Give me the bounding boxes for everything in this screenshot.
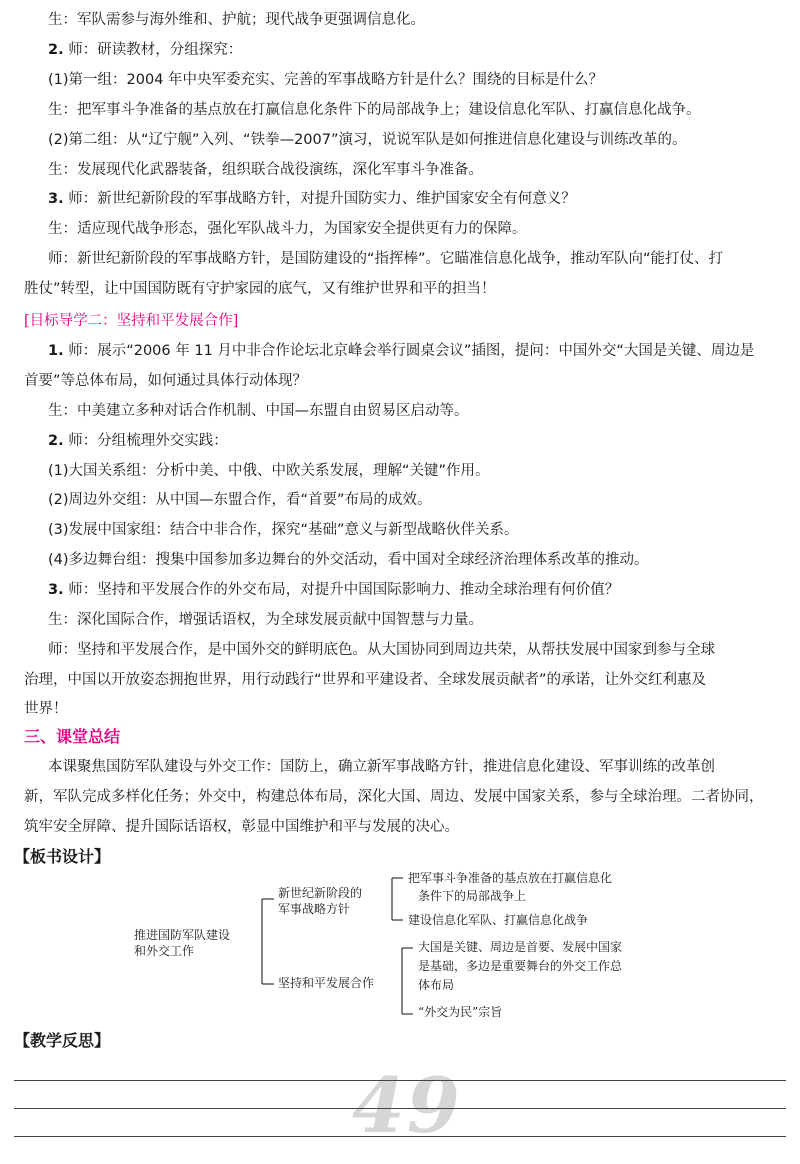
group-task: (2)第二组：从“辽宁舰”入列、“铁拳—2007”演习，说说军队是如何推进信息化建设与训练改革的。 (48, 132, 687, 148)
branch2-item1-line1: 大国是关键、周边是首要、发展中国家 (418, 940, 623, 954)
step-text: 师：新世纪新阶段的军事战略方针，对提升国防实力、维护国家安全有何意义？ (63, 191, 576, 207)
writing-line (14, 1080, 786, 1081)
step-text: 师：分组梳理外交实践： (63, 433, 228, 449)
reflection-heading: 【教学反思】 (14, 1031, 111, 1050)
root-node-line1: 推进国防军队建设 (134, 928, 231, 942)
goal-heading: [目标导学二：坚持和平发展合作] (24, 313, 239, 329)
teacher-step (48, 580, 780, 600)
teacher-step (48, 189, 780, 209)
branch1-item1-line1: 把军事斗争准备的基点放在打赢信息化 (408, 871, 613, 885)
teacher-summary-cont: 胜仗”转型，让中国国防既有守护家园的底气，又有维护世界和平的担当！ (24, 281, 496, 297)
group-task: (3)发展中国家组：结合中非合作，探究“基础”意义与新型战略伙伴关系。 (48, 522, 519, 538)
teacher-summary-cont: 世界！ (24, 701, 68, 717)
writing-line (14, 1108, 786, 1109)
student-answer: 生：中美建立多种对话合作机制、中国—东盟自由贸易区启动等。 (48, 403, 469, 419)
student-answer: 生：深化国际合作，增强话语权，为全球发展贡献中国智慧与力量。 (48, 612, 483, 628)
summary-paragraph-cont: 筑牢安全屏障、提升国际话语权，彰显中国维护和平与发展的决心。 (24, 819, 459, 835)
group-task: (2)周边外交组：从中国—东盟合作，看“首要”布局的成效。 (48, 492, 432, 508)
branch1-item2: 建设信息化军队、打赢信息化战争 (408, 913, 589, 927)
teacher-step (48, 40, 780, 60)
teacher-summary-cont: 治理，中国以开放姿态拥抱世界，用行动践行“世界和平建设者、全球发展贡献者”的承诺，让外交红利惠及 (24, 672, 707, 688)
teacher-step-cont: 首要”等总体布局，如何通过具体行动体现？ (24, 373, 308, 389)
group-task: (1)第一组：2004 年中央军委充实、完善的军事战略方针是什么？围绕的目标是什么？ (48, 72, 604, 88)
group-task: (4)多边舞台组：搜集中国参加多边舞台的外交活动，看中国对全球经济治理体系改革的推动。 (48, 552, 649, 568)
step-number: 3. (48, 582, 64, 598)
step-number: 2. (48, 433, 64, 449)
step-text: 师：坚持和平发展合作的外交布局，对提升中国国际影响力、推动全球治理有何价值？ (63, 582, 620, 598)
branch1-label-line1: 新世纪新阶段的 (278, 886, 363, 900)
branch2-item1-line3: 体布局 (418, 978, 455, 992)
branch2-label: 坚持和平发展合作 (278, 976, 375, 990)
teacher-summary: 师：坚持和平发展合作，是中国外交的鲜明底色。从大国协同到周边共荣，从帮扶发展中国家到参与全球 (48, 642, 715, 658)
teacher-step (48, 341, 780, 361)
branch1-label-line2: 军事战略方针 (278, 902, 351, 916)
step-text: 师：展示“2006 年 11 月中非合作论坛北京峰会举行圆桌会议”插图，提问：中国外交“大国是关键、周边是 (63, 343, 755, 359)
writing-line (14, 1136, 786, 1137)
teacher-summary: 师：新世纪新阶段的军事战略方针，是国防建设的“指挥棒”。它瞄准信息化战争，推动军队向“能打仗、打 (48, 251, 724, 267)
section-heading: 三、课堂总结 (24, 727, 121, 746)
group-task: (1)大国关系组：分析中美、中俄、中欧关系发展，理解“关键”作用。 (48, 463, 490, 479)
summary-paragraph: 本课聚焦国防军队建设与外交工作：国防上，确立新军事战略方针，推进信息化建设、军事训练的改革创 (48, 759, 715, 775)
bracket-lines (0, 860, 800, 1030)
page-number: 49 (352, 1061, 462, 1150)
student-answer: 生：把军事斗争准备的基点放在打赢信息化条件下的局部战争上；建设信息化军队、打赢信息化战争。 (48, 102, 701, 118)
branch2-item1-line2: 是基础，多边是重要舞台的外交工作总 (418, 959, 623, 973)
branch1-item1-line2: 条件下的局部战争上 (418, 889, 527, 903)
step-number: 3. (48, 191, 64, 207)
summary-paragraph-cont: 新，军队完成多样化任务；外交中，构建总体布局，深化大国、周边、发展中国家关系，参与全球治理。二者协同， (24, 789, 764, 805)
board-design-heading: 【板书设计】 (14, 847, 111, 866)
branch2-item2: “外交为民”宗旨 (418, 1005, 503, 1019)
step-number: 1. (48, 343, 64, 359)
teacher-step (48, 431, 780, 451)
student-answer: 生：发展现代化武器装备，组织联合战役演练，深化军事斗争准备。 (48, 162, 483, 178)
student-answer: 生：适应现代战争形态，强化军队战斗力，为国家安全提供更有力的保障。 (48, 221, 527, 237)
step-text: 师：研读教材，分组探究： (63, 42, 243, 58)
student-answer: 生：军队需参与海外维和、护航；现代战争更强调信息化。 (48, 12, 425, 28)
board-diagram (0, 860, 800, 1030)
root-node-line2: 和外交工作 (134, 944, 195, 958)
step-number: 2. (48, 42, 64, 58)
